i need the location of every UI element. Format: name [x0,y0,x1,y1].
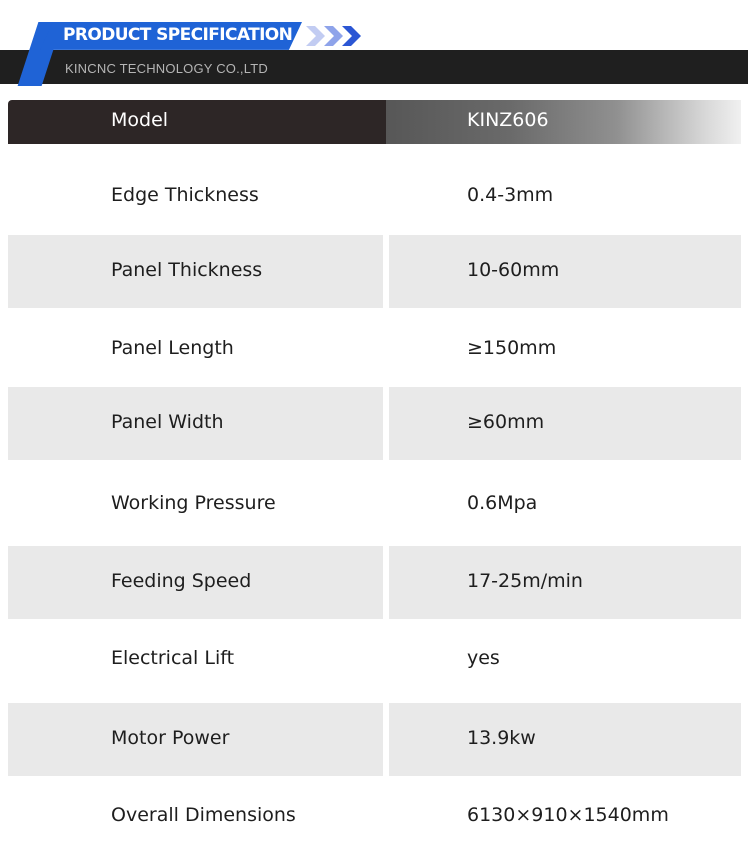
spec-label: Panel Thickness [111,259,263,281]
company-name: KINCNC TECHNOLOGY CO.,LTD [65,61,268,76]
header-value: KINZ606 [467,109,549,131]
header-label-cell [8,100,386,144]
table-row [8,703,741,776]
table-row [8,235,741,308]
table-header-row [8,100,741,144]
banner-title: PRODUCT SPECIFICATION [63,25,293,45]
header-value-cell [386,100,741,144]
table-row [8,546,741,619]
spec-value: 10-60mm [467,259,560,281]
spec-label: Electrical Lift [111,647,235,669]
spec-value: 6130×910×1540mm [467,804,669,826]
chevron-arrows-icon [306,26,368,46]
spec-label: Feeding Speed [111,570,252,592]
spec-label: Motor Power [111,727,230,749]
spec-label: Panel Length [111,337,234,359]
spec-value: ≥150mm [467,337,557,359]
table-row [8,313,741,386]
table-row [8,160,741,233]
table-row [8,780,741,853]
spec-label: Panel Width [111,411,224,433]
spec-label: Edge Thickness [111,184,259,206]
spec-value: ≥60mm [467,411,545,433]
spec-value: 0.4-3mm [467,184,554,206]
spec-label: Working Pressure [111,492,276,514]
spec-value: 17-25m/min [467,570,583,592]
table-row [8,623,741,696]
header-label: Model [111,109,169,131]
spec-value: 13.9kw [467,727,536,749]
table-row [8,468,741,541]
spec-value: 0.6Mpa [467,492,538,514]
spec-banner [0,0,750,92]
spec-label: Overall Dimensions [111,804,296,826]
table-row [8,387,741,460]
spec-value: yes [467,647,500,669]
